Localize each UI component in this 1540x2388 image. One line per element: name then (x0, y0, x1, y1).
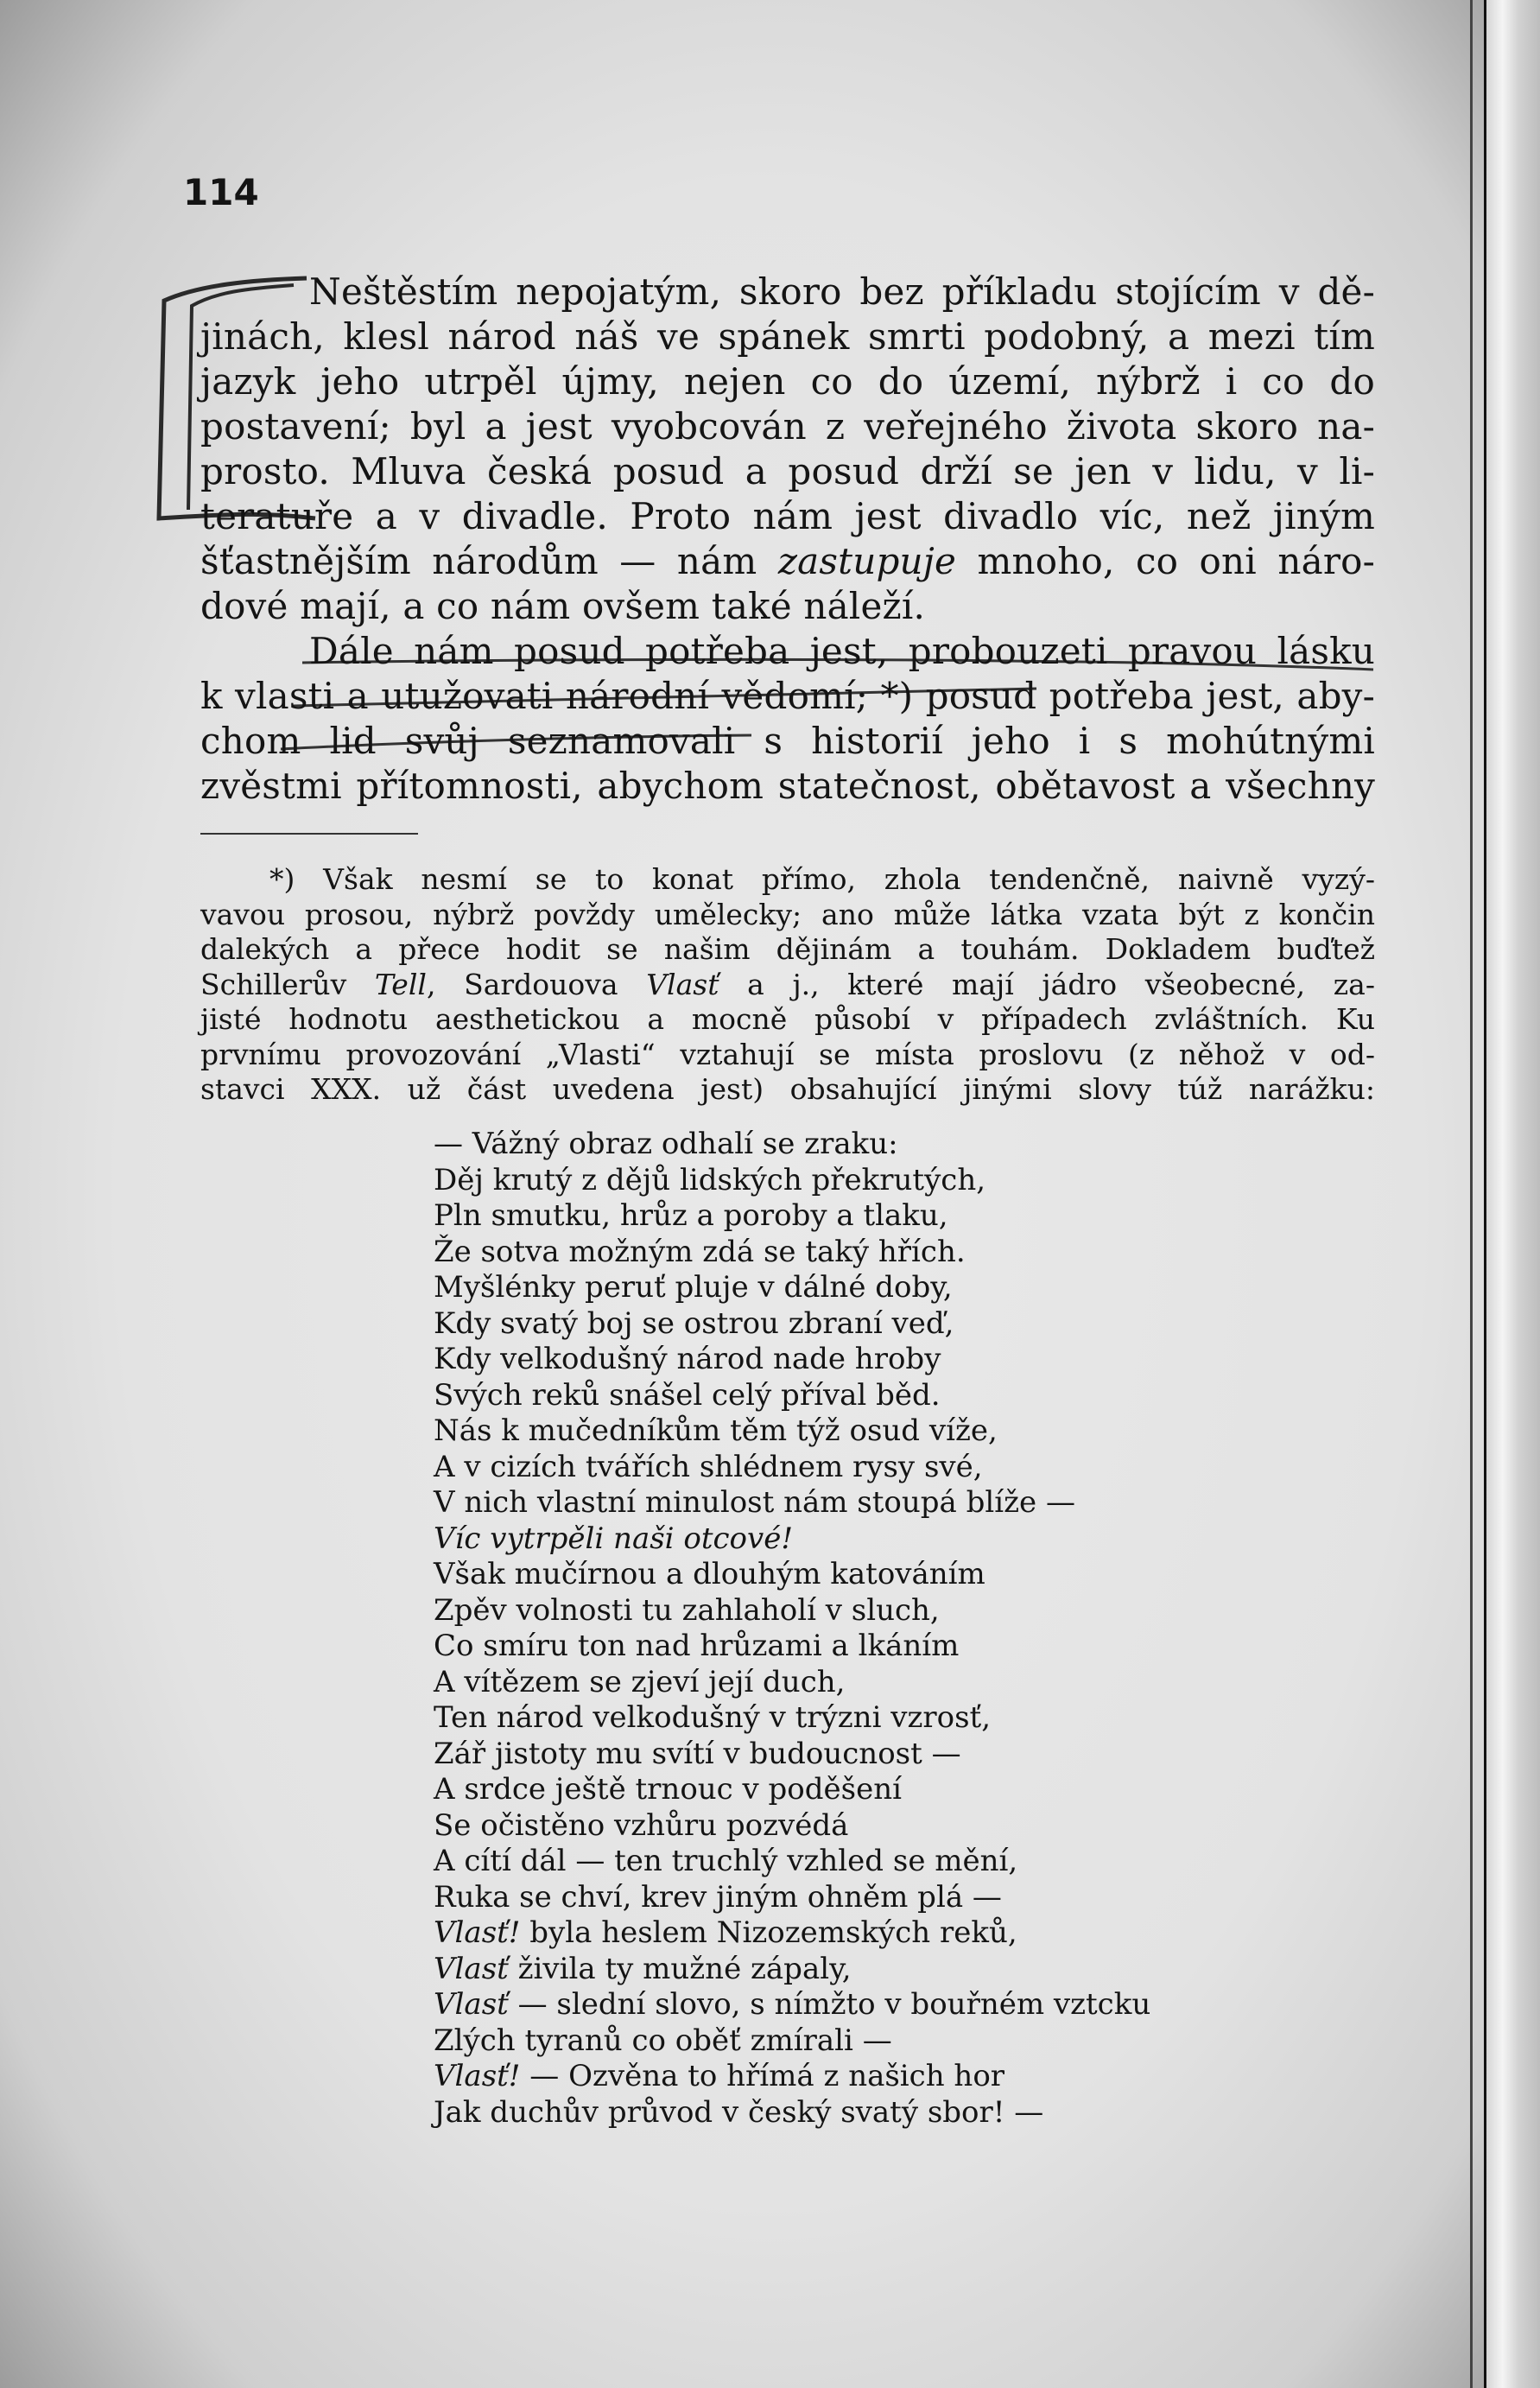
poem-line: Ruka se chví, krev jiným ohněm plá — (434, 1879, 1002, 1915)
footnote-line: vavou prosou, nýbrž povždy umělecky; ano může látka vzata být z končin (200, 897, 1375, 931)
poem-line: Nás k mučedníkům těm týž osud víže, (434, 1413, 998, 1448)
poem-line: Vlasť živila ty mužné zápaly, (434, 1951, 852, 1986)
poem-line: Jak duchův průvod v český svatý sbor! — (434, 2094, 1044, 2130)
poem-line: Vlasť! — Ozvěna to hřímá z našich hor (434, 2059, 1005, 2093)
text-line: zvěstmi přítomnosti, abychom statečnost, obětavost a všechny (200, 765, 1375, 807)
footnote-line: *) Však nesmí se to konat přímo, zhola tendenčně, naivně vyzý- (269, 862, 1375, 896)
poem-line: Pln smutku, hrůz a poroby a tlaku, (434, 1198, 948, 1233)
text-line: k vlasti a utužovati národní vědomí; *) posud potřeba jest, aby- (200, 675, 1375, 717)
poem-line: Že sotva možným zdá se taký hřích. (434, 1234, 966, 1269)
text-line: dové mají, a co nám ovšem také náleží. (200, 585, 926, 627)
poem-line: A srdce ještě trnouc v poděšení (434, 1772, 903, 1807)
footnote-line: stavci XXX. už část uvedena jest) obsahující jinými slovy túž narážku: (200, 1072, 1375, 1106)
poem-line: Se očistěno vzhůru pozvédá (434, 1807, 849, 1843)
poem (434, 1127, 1150, 2131)
poem-line: Zpěv volnosti tu zahlaholí v sluch, (434, 1592, 940, 1628)
poem-line: Vlasť! byla heslem Nizozemských reků, (434, 1915, 1017, 1950)
footnote-divider (200, 833, 418, 835)
page-edge (1486, 0, 1540, 2388)
footnote-line: dalekých a přece hodit se našim dějinám a touhám. Dokladem buďtež (200, 932, 1375, 966)
binding-shadow (1470, 0, 1473, 2388)
footnote-line: Schillerův Tell, Sardouova Vlasť a j., které mají jádro všeobecné, za- (200, 967, 1375, 1001)
poem-line: — Vážný obraz odhalí se zraku: (434, 1127, 898, 1161)
poem-line: Myšlénky peruť pluje v dálné doby, (434, 1270, 953, 1305)
text-line: jazyk jeho utrpěl újmy, nejen co do území, nýbrž i co do (200, 360, 1375, 403)
poem-line-italic: Víc vytrpěli naši otcové! (434, 1521, 793, 1556)
footnote-line: prvnímu provozování „Vlasti“ vztahují se místa proslovu (z něhož v od- (200, 1037, 1375, 1071)
text-line: jinách, klesl národ náš ve spánek smrti podobný, a mezi tím (200, 315, 1375, 358)
poem-line: Kdy svatý boj se ostrou zbraní veď, (434, 1305, 954, 1341)
poem-line: Děj krutý z dějů lidských překrutých, (434, 1162, 986, 1197)
text-line: prosto. Mluva česká posud a posud drží se jen v lidu, v li- (200, 450, 1375, 492)
main-text (200, 270, 1375, 809)
text-line: Dále nám posud potřeba jest, probouzeti pravou lásku (309, 630, 1375, 672)
poem-line: Však mučírnou a dlouhým katováním (434, 1557, 985, 1591)
text-line: chom lid svůj seznamovali s historií jeho i s mohútnými (200, 720, 1375, 762)
text-line: Neštěstím nepojatým, skoro bez příkladu stojícím v dě- (309, 270, 1375, 313)
poem-line: Ten národ velkodušný v trýzni vzrosť, (434, 1700, 992, 1735)
italic-word: zastupuje (777, 540, 957, 582)
poem-line: Co smíru ton nad hrůzami a lkáním (434, 1629, 960, 1663)
poem-line: Kdy velkodušný národ nade hroby (434, 1342, 941, 1376)
poem-line: Vlasť — slední slovo, s nímžto v bouřném vztcku (434, 1987, 1151, 2022)
page-number: 114 (183, 171, 259, 213)
poem-line: Zář jistoty mu svítí v budoucnost — (434, 1736, 961, 1771)
text-line: šťastnějším národům — nám zastupuje mnoho, co oni náro- (200, 540, 1375, 582)
poem-line: A vítězem se zjeví její duch, (434, 1664, 846, 1699)
poem-line: A cítí dál — ten truchlý vzhled se mění, (434, 1844, 1018, 1878)
poem-line: V nich vlastní minulost nám stoupá blíže — (434, 1485, 1075, 1520)
text-line: teratuře a v divadle. Proto nám jest divadlo víc, než jiným (200, 495, 1375, 537)
footnote (200, 862, 1375, 1108)
poem-line: Zlých tyranů co oběť zmírali — (434, 2023, 892, 2058)
text-line: postavení; byl a jest vyobcován z veřejného života skoro na- (200, 405, 1375, 448)
poem-line: A v cizích tvářích shlédnem rysy své, (434, 1449, 983, 1484)
footnote-line: jisté hodnotu aesthetickou a mocně působí v případech zvláštních. Ku (200, 1002, 1375, 1036)
poem-line: Svých reků snášel celý příval běd. (434, 1377, 941, 1413)
